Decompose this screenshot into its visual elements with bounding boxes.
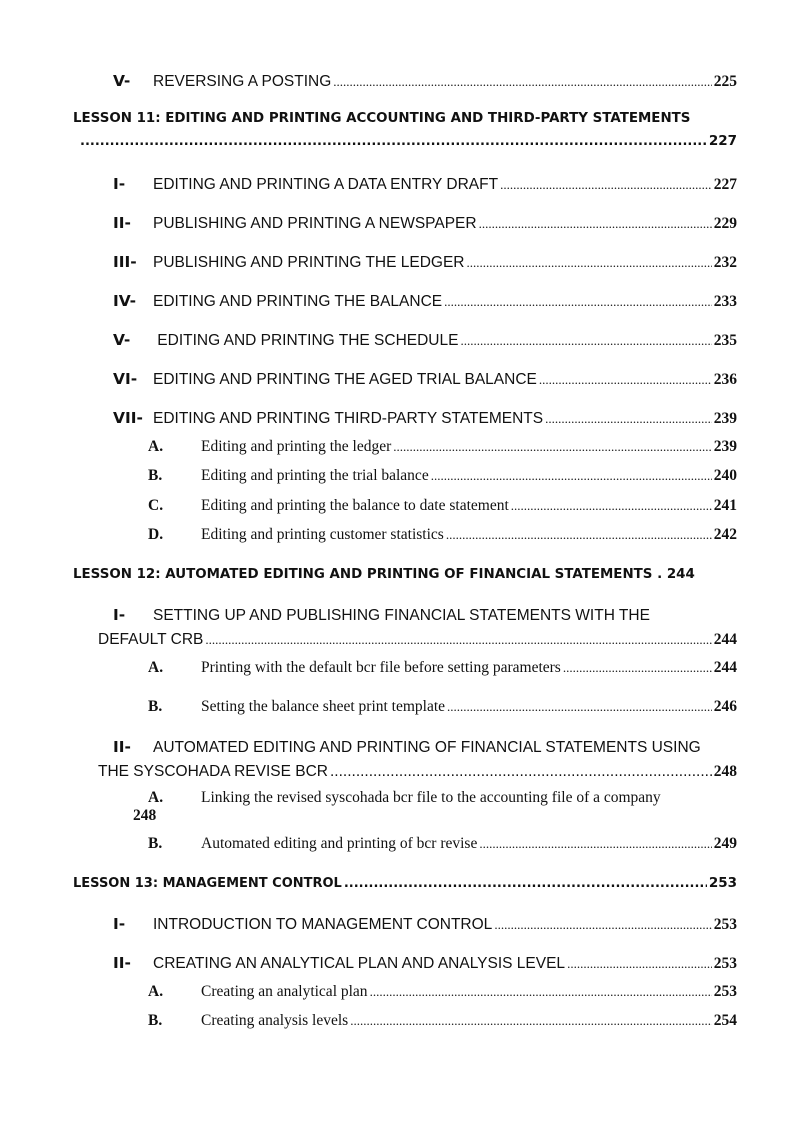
lesson-11-page: 227 — [708, 133, 737, 149]
toc-subentry-customer-statistics[interactable] — [148, 526, 737, 544]
dot-leader — [205, 632, 711, 648]
entry-title: EDITING AND PRINTING A DATA ENTRY DRAFT — [153, 176, 499, 193]
toc-entry-newspaper[interactable] — [113, 214, 737, 233]
entry-title-line1: AUTOMATED EDITING AND PRINTING OF FINANCIAL STATEMENTS USING — [153, 739, 701, 756]
entry-page: 232 — [713, 254, 737, 271]
entry-number: III- — [113, 253, 137, 271]
dot-leader — [447, 699, 712, 715]
lesson-13-title: LESSON 13: MANAGEMENT CONTROL — [73, 876, 342, 891]
toc-entry-financial-statements-default-line2[interactable] — [98, 631, 737, 649]
dot-leader — [539, 372, 712, 388]
entry-title: PUBLISHING AND PRINTING THE LEDGER — [153, 254, 465, 271]
entry-number: IV- — [113, 292, 137, 310]
toc-entry-financial-statements-default-line1[interactable] — [113, 606, 650, 625]
dot-leader — [393, 439, 711, 455]
subentry-letter: A. — [148, 438, 164, 455]
entry-page: 235 — [713, 332, 737, 349]
entry-page: 236 — [713, 371, 737, 388]
entry-page: 233 — [713, 293, 737, 310]
entry-number: II- — [113, 214, 131, 232]
entry-title: EDITING AND PRINTING THE SCHEDULE — [153, 332, 459, 349]
subentry-title: Editing and printing customer statistics — [201, 526, 444, 543]
entry-number: VI- — [113, 370, 138, 388]
subentry-page: 249 — [713, 835, 737, 852]
entry-number: II- — [113, 954, 131, 972]
dot-leader — [446, 527, 712, 543]
toc-entry-ledger[interactable] — [113, 253, 737, 272]
toc-subentry-analysis-levels[interactable] — [148, 1012, 737, 1030]
subentry-title: Editing and printing the ledger — [201, 438, 392, 455]
dot-leader — [80, 134, 707, 149]
subentry-page: 254 — [713, 1012, 737, 1029]
subentry-page: 241 — [713, 497, 737, 514]
dot-leader — [500, 177, 712, 193]
toc-subentry-balance-sheet-template[interactable] — [148, 698, 737, 716]
entry-page: 253 — [713, 916, 737, 933]
toc-entry-schedule[interactable] — [113, 331, 737, 350]
subentry-page: 242 — [713, 526, 737, 543]
toc-entry-aged-trial-balance[interactable] — [113, 370, 737, 389]
dot-leader — [567, 956, 712, 972]
dot-leader — [333, 74, 711, 90]
dot-leader — [350, 1013, 712, 1029]
subentry-page: 240 — [713, 467, 737, 484]
entry-title: PUBLISHING AND PRINTING A NEWSPAPER — [153, 215, 477, 232]
subentry-title: Printing with the default bcr file before setting parameters — [201, 659, 561, 676]
subentry-title: Creating an analytical plan — [201, 983, 368, 1000]
subentry-page: 253 — [713, 983, 737, 1000]
entry-title: INTRODUCTION TO MANAGEMENT CONTROL — [153, 916, 493, 933]
dot-leader — [330, 763, 712, 781]
toc-entry-data-entry-draft[interactable] — [113, 175, 737, 194]
dot-leader — [467, 255, 712, 271]
entry-title: EDITING AND PRINTING THIRD-PARTY STATEMENTS — [153, 410, 544, 427]
entry-number: V- — [113, 72, 131, 90]
entry-title: CREATING AN ANALYTICAL PLAN AND ANALYSIS LEVEL — [153, 955, 566, 972]
entry-page: 225 — [713, 73, 737, 90]
lesson-13-heading[interactable] — [73, 875, 737, 891]
subentry-title: Linking the revised syscohada bcr file to the accounting file of a company — [201, 789, 661, 806]
dot-leader — [479, 836, 711, 852]
toc-entry-analytical-plan[interactable] — [113, 954, 737, 973]
subentry-page: 248 — [133, 807, 157, 824]
subentry-letter: B. — [148, 835, 163, 852]
entry-page: 253 — [713, 955, 737, 972]
subentry-letter: A. — [148, 789, 164, 806]
subentry-page: 246 — [713, 698, 737, 715]
subentry-letter: B. — [148, 698, 163, 715]
entry-page: 239 — [713, 410, 737, 427]
entry-number: II- — [113, 738, 131, 756]
entry-page: 244 — [713, 631, 737, 648]
entry-title-line2: THE SYSCOHADA REVISE BCR — [98, 763, 328, 780]
subentry-letter: B. — [148, 467, 163, 484]
toc-subentry-default-bcr[interactable] — [148, 659, 737, 677]
subentry-letter: A. — [148, 659, 164, 676]
subentry-title: Editing and printing the balance to date statement — [201, 497, 509, 514]
subentry-letter: C. — [148, 497, 164, 514]
dot-leader — [370, 984, 712, 1000]
toc-entry-intro-management-control[interactable] — [113, 915, 737, 934]
entry-number: V- — [113, 331, 131, 349]
dot-leader — [431, 468, 712, 484]
subentry-title: Creating analysis levels — [201, 1012, 349, 1029]
toc-entry-third-party-statements[interactable] — [113, 409, 737, 428]
entry-title: EDITING AND PRINTING THE AGED TRIAL BALANCE — [153, 371, 537, 388]
subentry-title: Setting the balance sheet print template — [201, 698, 446, 715]
toc-entry-reversing-a-posting[interactable] — [113, 72, 737, 91]
entry-number: I- — [113, 606, 126, 624]
dot-leader — [545, 411, 712, 427]
toc-subentry-bcr-revise[interactable] — [148, 835, 737, 853]
toc-subentry-analytical-plan[interactable] — [148, 983, 737, 1001]
subentry-page: 239 — [713, 438, 737, 455]
entry-number: I- — [113, 915, 126, 933]
dot-leader — [460, 333, 711, 349]
dot-leader — [344, 876, 707, 891]
entry-title: EDITING AND PRINTING THE BALANCE — [153, 293, 443, 310]
subentry-letter: A. — [148, 983, 164, 1000]
dot-leader — [494, 917, 711, 933]
subentry-letter: D. — [148, 526, 164, 543]
entry-page: 229 — [713, 215, 737, 232]
toc-subentry-link-syscohada[interactable] — [148, 789, 661, 807]
lesson-13-page: 253 — [708, 875, 737, 891]
dot-leader — [563, 660, 712, 676]
toc-subentry-balance-to-date[interactable] — [148, 497, 737, 515]
toc-entry-syscohada-line1[interactable] — [113, 738, 701, 757]
subentry-title: Automated editing and printing of bcr revise — [201, 835, 478, 852]
dot-leader — [479, 216, 712, 232]
subentry-title: Editing and printing the trial balance — [201, 467, 429, 484]
subentry-letter: B. — [148, 1012, 163, 1029]
toc-subentry-ledger[interactable] — [148, 438, 737, 456]
dot-leader — [511, 498, 712, 514]
entry-page: 248 — [713, 763, 737, 780]
entry-title-line2: DEFAULT CRB — [98, 631, 204, 648]
entry-title: REVERSING A POSTING — [153, 73, 332, 90]
dot-leader — [444, 294, 712, 310]
lesson-11-leader-line — [78, 133, 737, 149]
entry-title-line1: SETTING UP AND PUBLISHING FINANCIAL STATEMENTS WITH THE — [153, 607, 650, 624]
entry-number: VII- — [113, 409, 143, 427]
toc-entry-balance[interactable] — [113, 292, 737, 311]
subentry-page: 244 — [713, 659, 737, 676]
entry-number: I- — [113, 175, 126, 193]
entry-page: 227 — [713, 176, 737, 193]
lesson-12-heading[interactable]: LESSON 12: AUTOMATED EDITING AND PRINTING OF FINANCIAL STATEMENTS . 244 — [73, 567, 695, 582]
lesson-11-heading[interactable]: LESSON 11: EDITING AND PRINTING ACCOUNTING AND THIRD-PARTY STATEMENTS — [73, 111, 691, 126]
toc-subentry-trial-balance[interactable] — [148, 467, 737, 485]
toc-entry-syscohada-line2[interactable] — [98, 763, 737, 781]
